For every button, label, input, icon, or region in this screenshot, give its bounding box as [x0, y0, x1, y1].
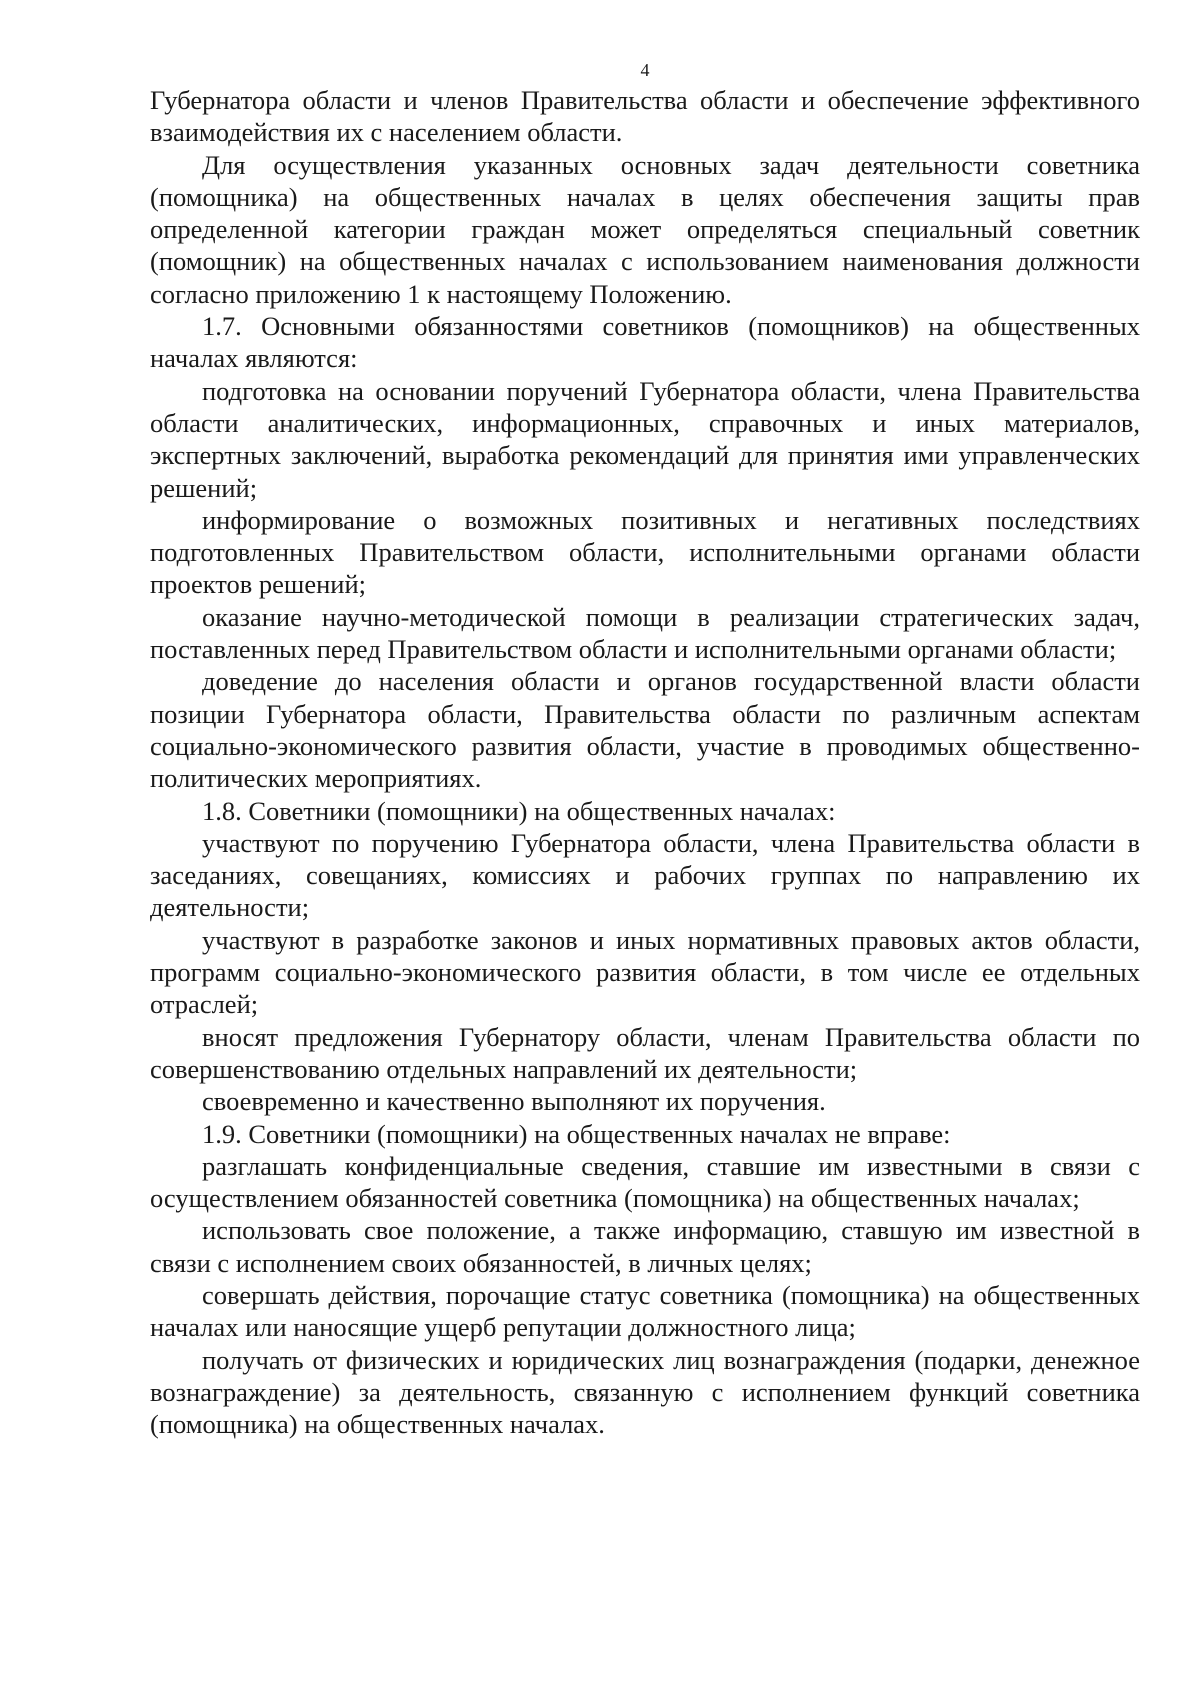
paragraph: разглашать конфиденциальные сведения, ставшие им известными в связи с осуществлением обязанностей советника (помощника) на общественных началах;	[150, 1150, 1140, 1214]
paragraph: совершать действия, порочащие статус советника (помощника) на общественных началах или наносящие ущерб репутации должностного лица;	[150, 1279, 1140, 1343]
paragraph: 1.8. Советники (помощники) на общественных началах:	[202, 795, 836, 826]
paragraph: 1.7. Основными обязанностями советников (помощников) на общественных началах являются:	[150, 311, 1140, 374]
paragraph: участвуют в разработке законов и иных нормативных правовых актов области, программ социально-экономического развития области, в том числе ее отдельных отраслей;	[150, 924, 1140, 1020]
paragraph: получать от физических и юридических лиц вознаграждения (подарки, денежное вознаграждение) за деятельность, связанную с исполнением функций советника (помощника) на общественных началах.	[150, 1344, 1140, 1440]
paragraph: 1.9. Советники (помощники) на общественных началах не вправе:	[202, 1118, 951, 1149]
paragraph: подготовка на основании поручений Губернатора области, члена Правительства области аналитических, информационных, справочных и иных материалов, экспертных заключений, выработка рекомендаций для принятия ими управленческих решений;	[150, 375, 1140, 503]
paragraph: своевременно и качественно выполняют их поручения.	[202, 1086, 826, 1117]
paragraph: доведение до населения области и органов государственной власти области позиции Губернатора области, Правительства области по различным аспектам социально-экономического развития области, участие в проводимых общественно-политических мероприятиях.	[150, 666, 1140, 794]
paragraph: использовать свое положение, а также информацию, ставшую им известной в связи с исполнением своих обязанностей, в личных целях;	[150, 1215, 1140, 1278]
paragraph: оказание научно-методической помощи в реализации стратегических задач, поставленных перед Правительством области и исполнительными органами области;	[150, 601, 1140, 665]
paragraph: информирование о возможных позитивных и негативных последствиях подготовленных Правительством области, исполнительными органами области проектов решений;	[150, 504, 1140, 600]
paragraph: Для осуществления указанных основных задач деятельности советника (помощника) на общественных началах в целях обеспечения защиты прав определенной категории граждан может определяться специальный советник (помощник) на общественных началах с использованием наименования должности согласно приложению 1 к настоящему Положению.	[150, 149, 1140, 309]
paragraph: Губернатора области и членов Правительства области и обеспечение эффективного взаимодействия их с населением области.	[150, 85, 1140, 148]
paragraph: вносят предложения Губернатору области, членам Правительства области по совершенствованию отдельных направлений их деятельности;	[150, 1021, 1140, 1084]
page-number: 4	[640, 60, 650, 80]
document-body	[150, 84, 1140, 1440]
paragraph: участвуют по поручению Губернатора области, члена Правительства области в заседаниях, совещаниях, комиссиях и рабочих группах по направлению их деятельности;	[150, 827, 1140, 923]
